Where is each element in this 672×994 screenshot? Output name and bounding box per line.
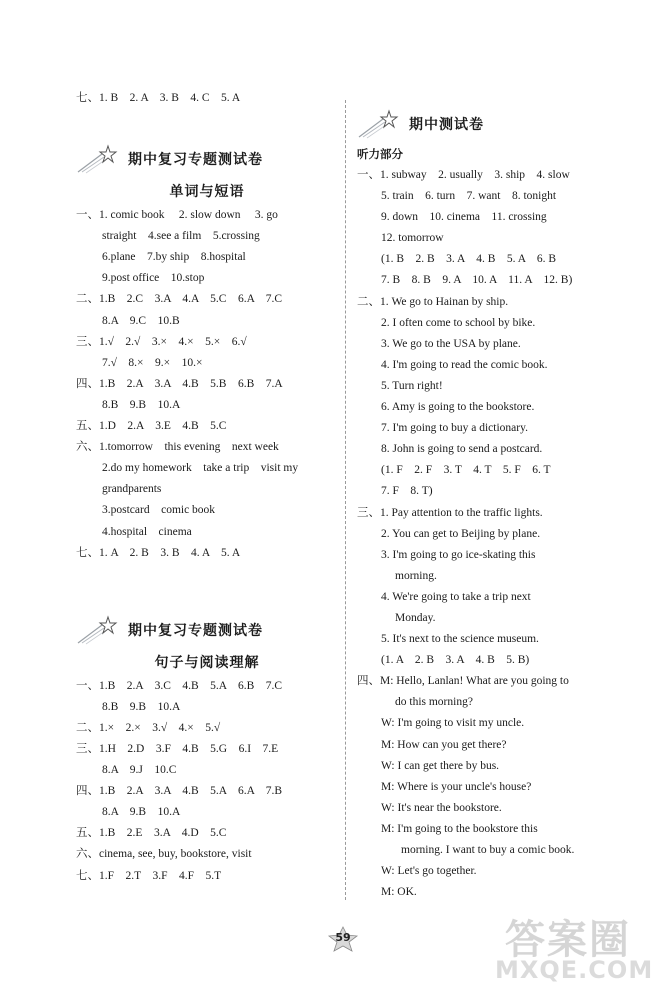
answer-line: 4. I'm going to read the comic book. <box>381 358 548 371</box>
answer-line: 六、1.tomorrow this evening next week <box>76 441 279 454</box>
answer-line: 5. Turn right! <box>381 379 443 392</box>
answer-line: morning. <box>395 569 437 582</box>
answer-line: 七、1. A 2. B 3. B 4. A 5. A <box>76 546 241 559</box>
answer-line: 二、1.B 2.C 3.A 4.A 5.C 6.A 7.C <box>76 293 283 306</box>
listening-label: 听力部分 <box>357 147 403 161</box>
answer-line: 四、M: Hello, Lanlan! What are you going to <box>357 675 569 688</box>
answer-line: 三、1. Pay attention to the traffic lights. <box>357 506 543 519</box>
section-header <box>357 104 627 144</box>
dialogue-line: W: Let's go together. <box>381 865 477 878</box>
answer-line: 7. F 8. T) <box>381 485 433 498</box>
answer-line: 七、1. B 2. A 3. B 4. C 5. A <box>76 92 241 104</box>
answer-line: 7. B 8. B 9. A 10. A 11. A 12. B) <box>381 274 573 287</box>
answer-line: Monday. <box>395 611 436 624</box>
answer-line: 2. I often come to school by bike. <box>381 316 536 329</box>
answer-line: do this morning? <box>395 696 473 709</box>
answer-line: 四、1.B 2.A 3.A 4.B 5.B 6.B 7.A <box>76 377 283 390</box>
shooting-star-icon <box>76 144 120 174</box>
answer-line: 5. train 6. turn 7. want 8. tonight <box>381 190 557 203</box>
answer-line: 一、1. comic book 2. slow down 3. go <box>76 209 278 222</box>
answer-line: 一、1.B 2.A 3.C 4.B 5.A 6.B 7.C <box>76 679 283 692</box>
answer-line: 12. tomorrow <box>381 232 444 245</box>
answer-line: 五、1.B 2.E 3.A 4.D 5.C <box>76 827 227 840</box>
column-divider <box>345 100 346 900</box>
answer-line: (1. A 2. B 3. A 4. B 5. B) <box>381 654 530 667</box>
answer-line: 8.B 9.B 10.A <box>102 398 181 411</box>
answer-line: 5. It's next to the science museum. <box>381 633 539 646</box>
answer-line: 8.B 9.B 10.A <box>102 700 181 713</box>
answer-line: 4. We're going to take a trip next <box>381 590 531 603</box>
answer-line: 3. I'm going to go ice-skating this <box>381 548 536 561</box>
answer-line: 8. John is going to send a postcard. <box>381 443 543 456</box>
section-subtitle: 句子与阅读理解 <box>154 654 260 671</box>
section-title: 期中复习专题测试卷 <box>128 622 263 639</box>
section-header <box>76 139 338 179</box>
answer-line: 三、1.√ 2.√ 3.× 4.× 5.× 6.√ <box>76 335 247 348</box>
answer-line: 6. Amy is going to the bookstore. <box>381 401 535 414</box>
answer-line: 7.√ 8.× 9.× 10.× <box>102 356 203 369</box>
answer-line: straight 4.see a film 5.crossing <box>102 230 260 243</box>
answer-line: (1. B 2. B 3. A 4. B 5. A 6. B <box>381 253 557 266</box>
dialogue-line: W: I'm going to visit my uncle. <box>381 717 525 730</box>
section-header <box>76 610 338 650</box>
shooting-star-icon <box>357 109 401 139</box>
answer-line: 四、1.B 2.A 3.A 4.B 5.A 6.A 7.B <box>76 785 283 798</box>
answer-line: 7. I'm going to buy a dictionary. <box>381 422 528 435</box>
answer-line: 一、1. subway 2. usually 3. ship 4. slow <box>357 169 570 181</box>
answer-line: 8.A 9.J 10.C <box>102 764 177 777</box>
answer-line: 六、cinema, see, buy, bookstore, visit <box>76 848 252 861</box>
answer-line: 3. We go to the USA by plane. <box>381 337 521 350</box>
page-number <box>327 926 359 952</box>
dialogue-line: M: OK. <box>381 886 417 899</box>
page-number-text: 59 <box>335 931 351 944</box>
answer-line: (1. F 2. F 3. T 4. T 5. F 6. T <box>381 464 551 477</box>
answer-line: 9.post office 10.stop <box>102 272 205 285</box>
watermark-logo-text: 答案圈 <box>505 917 631 963</box>
section-subtitle: 单词与短语 <box>169 184 245 201</box>
section-title: 期中测试卷 <box>409 117 484 133</box>
dialogue-line: W: I can get there by bus. <box>381 759 500 772</box>
answer-line: 8.A 9.B 10.A <box>102 806 181 819</box>
dialogue-line: M: Where is your uncle's house? <box>381 780 532 793</box>
dialogue-line: morning. I want to buy a comic book. <box>401 844 575 856</box>
answer-line: 9. down 10. cinema 11. crossing <box>381 211 547 224</box>
answer-line: 4.hospital cinema <box>102 525 192 538</box>
answer-line: grandparents <box>102 483 162 496</box>
dialogue-line: M: I'm going to the bookstore this <box>381 822 538 835</box>
watermark-url: MXQE.COM <box>495 956 654 984</box>
left-column <box>76 88 338 887</box>
answer-line: 2.do my homework take a trip visit my <box>102 462 299 475</box>
answer-line: 三、1.H 2.D 3.F 4.B 5.G 6.I 7.E <box>76 742 279 755</box>
answer-line: 3.postcard comic book <box>102 504 216 517</box>
section-title: 期中复习专题测试卷 <box>128 152 263 169</box>
answer-line: 二、1.× 2.× 3.√ 4.× 5.√ <box>76 721 221 734</box>
answer-line: 6.plane 7.by ship 8.hospital <box>102 251 246 264</box>
answer-line: 五、1.D 2.A 3.E 4.B 5.C <box>76 420 227 433</box>
dialogue-line: M: How can you get there? <box>381 738 507 751</box>
shooting-star-icon <box>76 615 120 645</box>
right-column <box>357 104 627 903</box>
answer-line: 8.A 9.C 10.B <box>102 314 180 327</box>
watermark <box>495 900 665 990</box>
dialogue-line: W: It's near the bookstore. <box>381 801 502 814</box>
answer-line: 二、1. We go to Hainan by ship. <box>357 295 509 308</box>
answer-line: 2. You can get to Beijing by plane. <box>381 527 541 540</box>
answer-line: 七、1.F 2.T 3.F 4.F 5.T <box>76 869 222 882</box>
